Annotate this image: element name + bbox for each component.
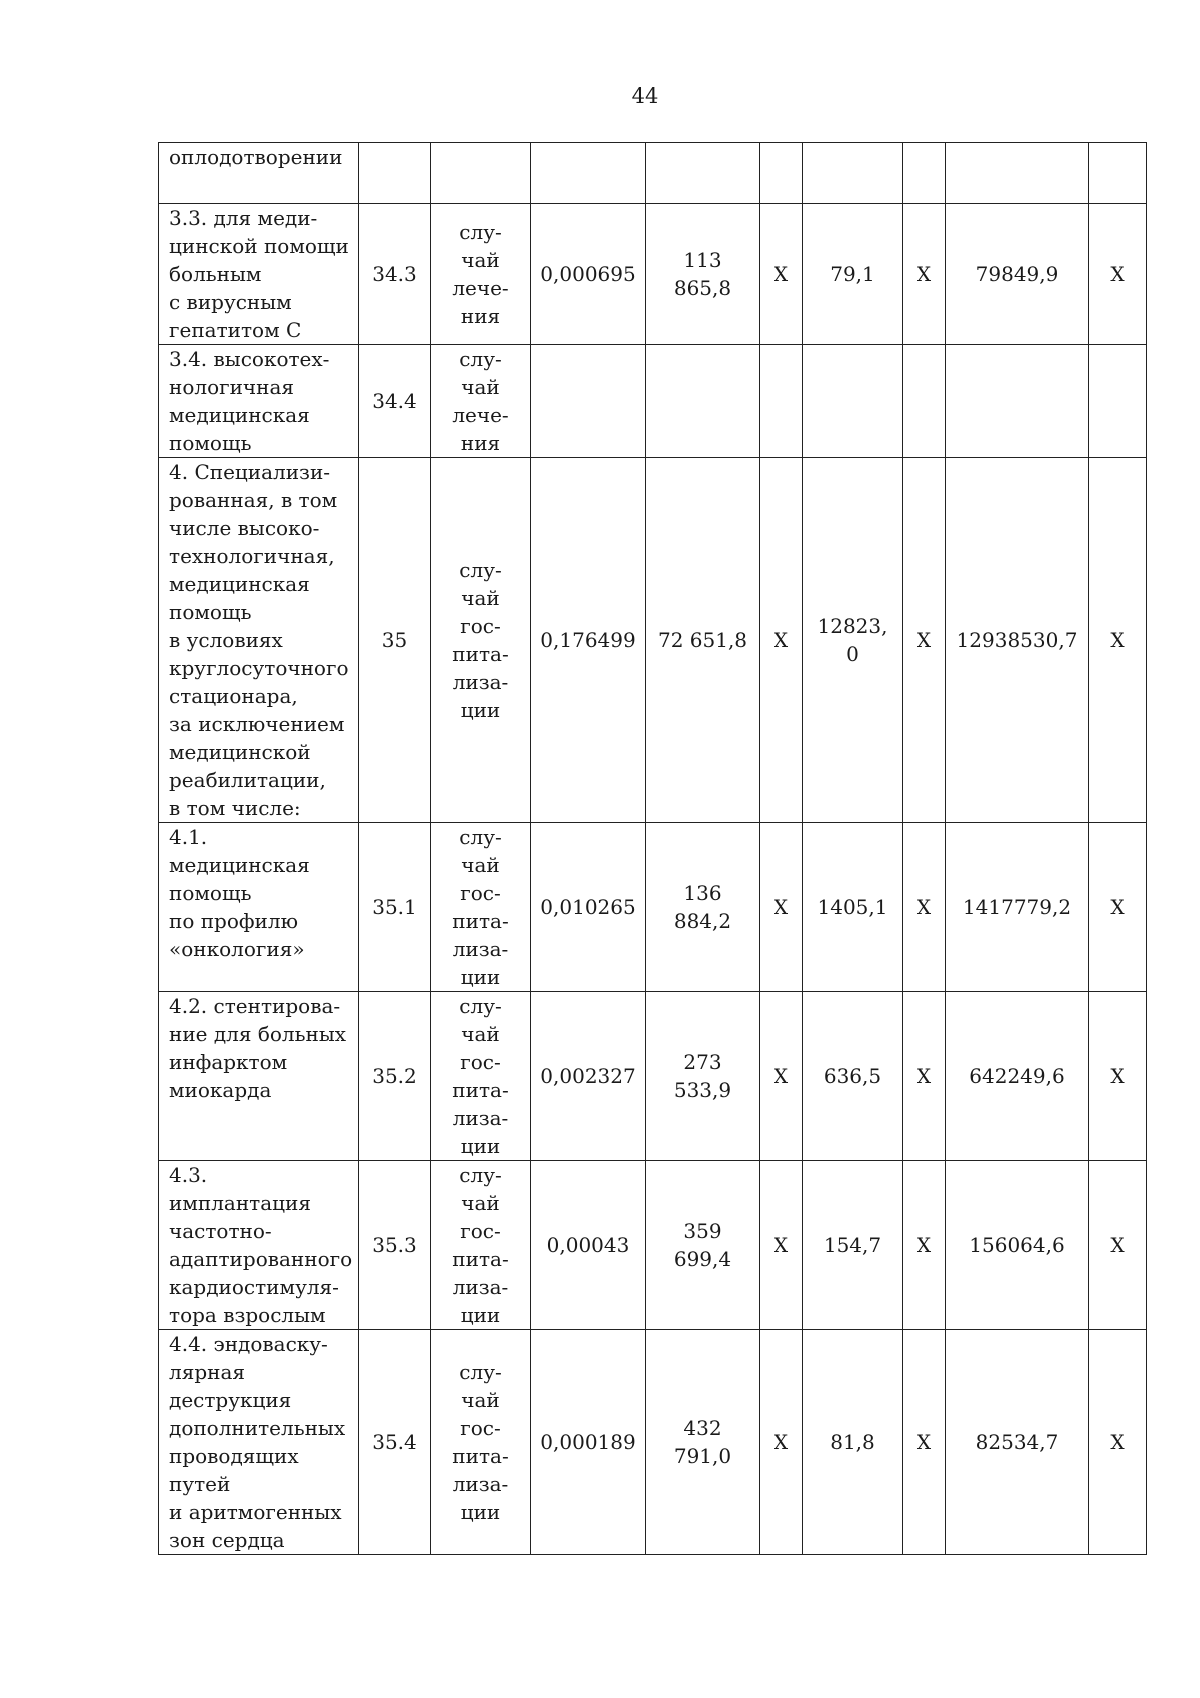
table-row: [159, 458, 1147, 823]
total-cell: 642249,6: [946, 992, 1089, 1161]
norm-cell: 0,010265: [531, 823, 646, 992]
service-name-cell: 4.4. эндоваску- лярная деструкция дополнительных проводящих путей и аритмогенных зон сердца: [159, 1330, 359, 1555]
row-code-cell: 35.4: [359, 1330, 431, 1555]
total-cell: 82534,7: [946, 1330, 1089, 1555]
x-mark-cell: Х: [903, 204, 946, 345]
x-mark-cell: [903, 345, 946, 458]
x-mark-cell: Х: [1089, 992, 1147, 1161]
table-row: [159, 992, 1147, 1161]
x-mark-cell: Х: [760, 823, 803, 992]
cost-cell: 432 791,0: [646, 1330, 760, 1555]
cost-cell: 113 865,8: [646, 204, 760, 345]
table-row: [159, 1161, 1147, 1330]
cost-cell: 359 699,4: [646, 1161, 760, 1330]
x-mark-cell: Х: [760, 1161, 803, 1330]
x-mark-cell: Х: [903, 992, 946, 1161]
x-mark-cell: Х: [903, 458, 946, 823]
volume-cell: 636,5: [803, 992, 903, 1161]
x-mark-cell: [1089, 143, 1147, 204]
unit-cell: слу- чай лече- ния: [431, 204, 531, 345]
x-mark-cell: [903, 143, 946, 204]
norm-cell: 0,000189: [531, 1330, 646, 1555]
care-volume-table: [158, 142, 1147, 1555]
x-mark-cell: [760, 143, 803, 204]
x-mark-cell: [760, 345, 803, 458]
x-mark-cell: Х: [1089, 1161, 1147, 1330]
norm-cell: [531, 143, 646, 204]
total-cell: [946, 345, 1089, 458]
norm-cell: 0,176499: [531, 458, 646, 823]
unit-cell: слу- чай гос- пита- лиза- ции: [431, 458, 531, 823]
cost-cell: [646, 345, 760, 458]
table-row: [159, 823, 1147, 992]
service-name-cell: 4.1. медицинская помощь по профилю «онкология»: [159, 823, 359, 992]
norm-cell: [531, 345, 646, 458]
x-mark-cell: Х: [903, 1161, 946, 1330]
service-name-cell: 3.3. для меди- цинской помощи больным с вирусным гепатитом С: [159, 204, 359, 345]
table-row: [159, 143, 1147, 204]
cost-cell: 273 533,9: [646, 992, 760, 1161]
x-mark-cell: Х: [1089, 204, 1147, 345]
unit-cell: слу- чай гос- пита- лиза- ции: [431, 1161, 531, 1330]
row-code-cell: 35.1: [359, 823, 431, 992]
volume-cell: [803, 143, 903, 204]
service-name-cell: оплодотворении: [159, 143, 359, 204]
table-row: [159, 204, 1147, 345]
x-mark-cell: Х: [1089, 458, 1147, 823]
x-mark-cell: Х: [1089, 1330, 1147, 1555]
row-code-cell: 35.2: [359, 992, 431, 1161]
x-mark-cell: Х: [903, 1330, 946, 1555]
x-mark-cell: Х: [1089, 823, 1147, 992]
total-cell: [946, 143, 1089, 204]
row-code-cell: [359, 143, 431, 204]
x-mark-cell: [1089, 345, 1147, 458]
total-cell: 79849,9: [946, 204, 1089, 345]
table-row: [159, 345, 1147, 458]
x-mark-cell: Х: [760, 458, 803, 823]
cost-cell: 72 651,8: [646, 458, 760, 823]
row-code-cell: 34.4: [359, 345, 431, 458]
x-mark-cell: Х: [903, 823, 946, 992]
unit-cell: слу- чай гос- пита- лиза- ции: [431, 823, 531, 992]
row-code-cell: 35: [359, 458, 431, 823]
unit-cell: слу- чай гос- пита- лиза- ции: [431, 1330, 531, 1555]
x-mark-cell: Х: [760, 1330, 803, 1555]
volume-cell: 1405,1: [803, 823, 903, 992]
service-name-cell: 4. Специализи- рованная, в том числе высоко- технологичная, медицинская помощь в условиях круглосуточного стационара, за исключением медицинской реабилитации, в том числе:: [159, 458, 359, 823]
x-mark-cell: Х: [760, 204, 803, 345]
service-name-cell: 3.4. высокотех- нологичная медицинская помощь: [159, 345, 359, 458]
cost-cell: [646, 143, 760, 204]
unit-cell: слу- чай гос- пита- лиза- ции: [431, 992, 531, 1161]
service-name-cell: 4.3. имплантация частотно- адаптированного кардиостимуля- тора взрослым: [159, 1161, 359, 1330]
volume-cell: 79,1: [803, 204, 903, 345]
x-mark-cell: Х: [760, 992, 803, 1161]
page-number: 44: [631, 84, 659, 108]
norm-cell: 0,000695: [531, 204, 646, 345]
volume-cell: 81,8: [803, 1330, 903, 1555]
unit-cell: [431, 143, 531, 204]
row-code-cell: 34.3: [359, 204, 431, 345]
table-row: [159, 1330, 1147, 1555]
volume-cell: 12823, 0: [803, 458, 903, 823]
norm-cell: 0,00043: [531, 1161, 646, 1330]
total-cell: 1417779,2: [946, 823, 1089, 992]
service-name-cell: 4.2. стентирова- ние для больных инфарктом миокарда: [159, 992, 359, 1161]
row-code-cell: 35.3: [359, 1161, 431, 1330]
cost-cell: 136 884,2: [646, 823, 760, 992]
norm-cell: 0,002327: [531, 992, 646, 1161]
total-cell: 156064,6: [946, 1161, 1089, 1330]
unit-cell: слу- чай лече- ния: [431, 345, 531, 458]
volume-cell: [803, 345, 903, 458]
volume-cell: 154,7: [803, 1161, 903, 1330]
total-cell: 12938530,7: [946, 458, 1089, 823]
